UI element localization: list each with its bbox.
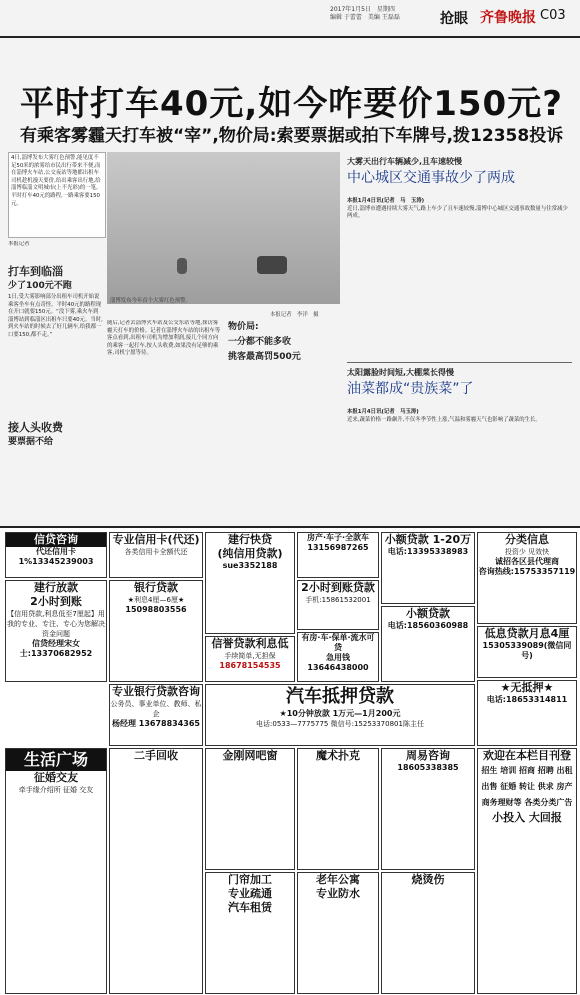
ad-professional <box>109 532 203 578</box>
veg-kicker: 太阳露脸时间短,大棚菜长得慢 <box>347 368 455 377</box>
ad-secondhand-title: 二手回收 <box>134 749 178 762</box>
ad-zhengyou-title: 征婚交友 <box>34 771 78 784</box>
ad-life-title: 生活广场 <box>6 749 106 771</box>
veg-headline: 油菜都成“贵族菜”了 <box>347 381 474 397</box>
ad-bank-loan-tel: 杨经理 13678834365 <box>111 719 200 728</box>
ad-no-collateral-title: ★无抵押★ <box>500 681 554 694</box>
ad-house-title: 有房·车·保单·流水可贷 <box>301 633 375 652</box>
ad-xindai <box>5 532 107 578</box>
ad-personal-loan <box>205 636 295 682</box>
ad-zhengyou-body: 牵手缘介绍所 征婚 交友 <box>18 786 94 794</box>
ad-door-window <box>205 872 295 994</box>
ad-fenlei-tel: 咨询热线:15753357119 <box>478 567 576 576</box>
ad-low-interest-tel: 15305339089(微信同号) <box>482 641 572 660</box>
ad-fast-loan-title: 2小时到账贷款 <box>301 581 375 594</box>
ad-jianxing-tel: 信贷经理宋女士:13370682952 <box>19 639 93 658</box>
vegetable-story <box>347 362 572 529</box>
ad-wangka-title: 金刚网吧窗 <box>222 749 278 762</box>
ad-small-loan-tel: 电话:13395338983 <box>387 547 469 556</box>
ad-jianxing2-title: 建行快贷 <box>228 533 272 546</box>
section2-heading: 接人头收费 <box>8 420 63 434</box>
ad-bank-loan-title: 专业银行贷款咨询 <box>112 685 200 698</box>
ad-small-loan-title: 小额贷款 1-20万 <box>384 533 472 546</box>
ad-jianxing-title: 建行放款 <box>34 581 78 594</box>
page-number: C03 <box>540 8 566 23</box>
ad-fast-loan <box>297 580 379 630</box>
ad-professional-body: 各类信用卡全额代还 <box>124 548 188 556</box>
ad-car-loan-title: 房产·车子·全款车 <box>306 533 370 542</box>
fog-photo <box>107 152 340 304</box>
ad-personal-loan-tel: 18678154535 <box>219 661 281 670</box>
veg-body: 近来,蔬菜价格一路飙升,不仅冬季节性上涨,气温和雾霾天气也影响了蔬菜的生长。 <box>347 416 541 423</box>
ad-zhouyi <box>381 748 475 870</box>
section1-subheading: 少了100元不跑 <box>8 281 72 291</box>
ad-low-interest <box>477 626 577 678</box>
ad-bank-title: 银行贷款 <box>134 581 178 594</box>
ad-fenlei-body: 投资少 见效快 <box>504 548 550 556</box>
ad-small-loan2-title: 小额贷款 <box>406 607 450 620</box>
left-column-text <box>8 264 103 524</box>
ad-personal-loan-title: 信誉贷款利息低 <box>211 637 289 650</box>
ad-car-loan <box>297 532 379 578</box>
ad-car-mortgage-tel: 电话:0533—7775775 微信号:15253370801陈主任 <box>256 720 424 728</box>
ad-jianxing2-tel: sue3352188 <box>222 561 278 570</box>
ad-small-loan <box>381 532 475 604</box>
ad-bank-loan-body: 公务员、事业单位、教师、私企 <box>110 700 202 718</box>
ad-jianxing-big: 2小时到账 <box>30 595 82 608</box>
middle-column-2 <box>228 320 340 525</box>
ad-jianxing-body: 【信用贷款,利息低至7厘起】用我的专业、专注、专心为您解决资金问题 <box>7 610 105 638</box>
traffic-byline: 本报1月4日讯(记者 马 玉涛) <box>347 198 425 204</box>
ad-bank <box>109 580 203 682</box>
ad-wangka <box>205 748 295 870</box>
ad-laonian-title: 老年公寓 <box>316 873 360 886</box>
ad-jianxing2 <box>205 532 295 634</box>
issue-meta <box>330 6 440 22</box>
ad-pro-service-title: 专业疏通 <box>228 887 272 900</box>
traffic-story <box>347 156 572 356</box>
sub-headline: 有乘客雾霾天打车被“宰”,物价局:索要票据或拍下车牌号,拨12358投诉 <box>20 126 564 146</box>
ad-small-loan2-tel: 电话:18560360988 <box>387 621 469 630</box>
section2-subheading: 要票据不给 <box>8 436 54 447</box>
ad-car-rental-title: 汽车租赁 <box>228 901 272 914</box>
section1-heading: 打车到临淄 <box>8 265 63 278</box>
middle-column-text: 随后,记者去淄博火车站及公交东站等地,探访雾霾天打车的价格。记者在淄博火车站的出租车等客点看到,出租车司机为增加利润,接几个同方向的乘客一起打车,按人头收费,如果没有足够的乘客,司机宁愿等待。 <box>107 320 221 357</box>
ad-car-loan-tel: 13156987265 <box>307 543 369 552</box>
ad-xindai-title: 信贷咨询 <box>6 533 106 547</box>
ad-no-collateral <box>477 680 577 746</box>
byline-left: 本报记者 <box>8 241 30 247</box>
traffic-kicker: 大雾天出行车辆减少,且车速较慢 <box>347 157 463 166</box>
ad-low-interest-title: 低息贷款月息4厘 <box>484 627 570 640</box>
editor-line: 编辑 于蕾蕾 美编 王磊磊 <box>330 14 400 21</box>
ad-fenlei-city: 诚招各区县代理商 <box>495 557 559 566</box>
ad-personal-loan-body: 手续简单,无担保 <box>224 652 276 660</box>
section1-body: 1日,受大雾影响部分出租车司机开始说乘客坐车有点奇怪。平时40元的路程现在开口就要150元。“没下雾,乘火车到淄博站到临淄区出租车只要40元。当时,到火车站的时候去了好几辆车,给我都一口要150,都不走。” <box>8 294 103 338</box>
ad-tangshang-title: 烧烫伤 <box>411 873 445 886</box>
ad-car-mortgage-title: 汽车抵押贷款 <box>286 686 394 707</box>
ad-zhouyi-title: 周易咨询 <box>406 749 450 762</box>
ad-house-tel: 急用钱13646438000 <box>307 653 369 672</box>
bureau-heading: 物价局: <box>228 322 259 332</box>
issue-date: 2017年1月5日 星期四 <box>330 6 395 13</box>
ad-welcome-title: 欢迎在本栏目刊登 <box>483 749 571 762</box>
ad-laonian <box>297 872 379 994</box>
ad-no-collateral-tel: 电话:18653314811 <box>486 695 568 704</box>
section-name: 抢眼 <box>440 11 468 27</box>
ad-bank-loan <box>109 684 203 746</box>
ad-life-square <box>5 748 107 994</box>
bureau-subheading: 一分都不能多收 <box>228 337 292 347</box>
ad-door-window-title: 门帘加工 <box>228 873 272 886</box>
ad-puke-title: 魔术扑克 <box>316 749 360 762</box>
page-header <box>0 0 580 38</box>
cyclist-silhouette <box>177 258 187 274</box>
traffic-headline: 中心城区交通事故少了两成 <box>347 170 515 186</box>
traffic-body: 近日,淄博市遭遇持续大雾天气,路上车少了且车速较慢,淄博中心城区交通事故数量与往常减少两成。 <box>347 205 568 220</box>
photo-credit: 本报记者 李洋 摄 <box>270 312 319 318</box>
ad-car-mortgage-body: ★10分钟放款 1万元—1月200元 <box>279 709 401 718</box>
main-headline: 平时打车40元,如今咋要价150元? <box>20 84 563 124</box>
ad-professional-title: 专业信用卡(代还) <box>112 533 200 546</box>
ad-small-loan2 <box>381 606 475 682</box>
ad-welcome <box>477 748 577 994</box>
ad-pro-waterproof-title: 专业防水 <box>316 887 360 900</box>
ad-welcome-items: 招生 培训 招商 招聘 出租 出售 征婚 转让 供求 房产 商务理财等 各类分类广告 <box>481 766 573 807</box>
ad-fast-loan-tel: 手机:15861532001 <box>305 596 371 604</box>
ad-fenlei-title: 分类信息 <box>505 533 549 546</box>
car-silhouette <box>257 256 287 274</box>
ad-bank-body: ★利息4厘—6厘★ <box>127 596 185 604</box>
ad-tangshang <box>381 872 475 994</box>
ad-welcome-cta: 小投入 大回报 <box>492 811 562 824</box>
ad-zhouyi-tel: 18605338385 <box>397 763 459 772</box>
lead-paragraph: 4日,淄博发布大雾红色预警,能见度不足50米的浓雾给市民出行带来不便,而在淄博火车站,公交夜站等地都出租车司机趁机漫天要价,给出乘客出行地,给淄博临淄文明城市(上不光彩)的一笔,平时打车40元的路程,一路乘客要150元。 <box>8 152 106 238</box>
ad-house <box>297 632 379 682</box>
ad-jianxing2-big: (纯信用贷款) <box>217 547 283 560</box>
ad-fenlei <box>477 532 577 624</box>
bureau-subheading-2: 挑客最高罚500元 <box>228 352 301 362</box>
photo-caption: 淄博发布今年首个大雾红色预警。 <box>110 298 191 304</box>
classified-ads-section <box>0 526 580 995</box>
ad-secondhand <box>109 748 203 994</box>
newspaper-brand: 齐鲁晚报 <box>480 10 536 26</box>
ad-puke <box>297 748 379 870</box>
ad-xindai-sub: 代还信用卡1%13345239003 <box>18 547 94 566</box>
ad-car-mortgage <box>205 684 475 746</box>
veg-byline: 本报1月4日讯(记者 马玉涛) <box>347 409 419 415</box>
ad-bank-tel: 15098803556 <box>125 605 187 614</box>
ad-jianxing <box>5 580 107 682</box>
